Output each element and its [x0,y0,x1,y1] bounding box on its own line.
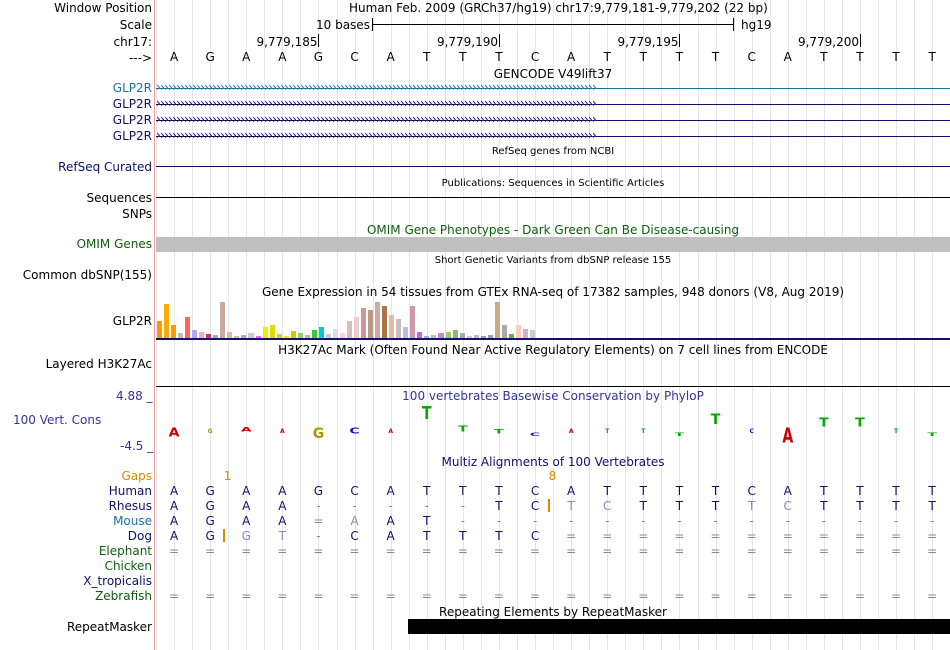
multiz-base: = [674,544,685,558]
multiz-base: A [169,484,179,498]
multiz-base: T [820,499,828,513]
multiz-base: = [385,544,396,558]
multiz-base: T [278,529,287,543]
reference-base: A [242,50,251,64]
gtex-tissue-bar[interactable] [263,327,268,338]
multiz-base: T [423,514,431,528]
gtex-tissue-bar[interactable] [375,302,380,338]
gtex-tissue-bar[interactable] [523,329,528,339]
coordinate-tick-label: 9,779,195 [617,35,679,49]
gencode-strand-arrows: ›››››››››››››››››››››››››››››››››››››››››››››››››››››››››››››››››››››››››››››››››››››››››››››››››››››››››››››› [156,128,596,142]
scale-bar-left-tick [372,18,373,31]
conservation-base-glyph: A [240,426,252,434]
multiz-species-label[interactable]: Chicken [104,559,152,573]
multiz-species-label[interactable]: X_tropicalis [83,574,152,588]
scale-bar-right-tick [733,18,734,31]
multiz-base: - [460,499,466,513]
reference-base: T [675,50,684,64]
multiz-base: - [424,499,429,513]
gtex-tissue-bar[interactable] [164,304,169,338]
reference-base: T [423,50,431,64]
reference-base: A [567,50,576,64]
multiz-base: = [566,529,577,543]
multiz-base: A [386,484,395,498]
multiz-base: = [493,589,504,603]
gtex-tissue-bar[interactable] [502,325,507,338]
multiz-species-label[interactable]: Dog [127,529,152,543]
multiz-base: = [530,589,541,603]
multiz-base: T [459,529,467,543]
conservation-graph[interactable] [156,400,950,452]
conservation-min-label: -4.5 _ [120,439,154,453]
gencode-strand-arrows: ›››››››››››››››››››››››››››››››››››››››››››››››››››››››››››››››››››››››››››››››››››››››››››››››››››››››››››››› [156,112,596,126]
multiz-base: - [605,514,610,528]
multiz-base: = [493,544,504,558]
multiz-base: C [530,484,540,498]
conservation-base-glyph: T [641,428,646,435]
repeatmasker-element[interactable] [408,619,950,634]
gtex-tissue-bar[interactable] [333,329,338,339]
multiz-base: = [927,529,938,543]
multiz-base: G [205,484,215,498]
multiz-base: A [242,499,251,513]
multiz-base: = [710,544,721,558]
multiz-base: T [856,484,864,498]
multiz-base: = [710,529,721,543]
conservation-base-glyph: G [207,428,213,435]
multiz-base: - [568,514,574,528]
multiz-base: = [530,544,541,558]
publications-track-label[interactable]: Sequences [86,191,152,205]
scale-bar [372,24,733,25]
multiz-base: = [457,589,468,603]
multiz-base: - [677,514,682,528]
gencode-transcript-label[interactable]: GLP2R [112,81,152,95]
gencode-strand-arrows: ›››››››››››››››››››››››››››››››››››››››››››››››››››››››››››››››››››››››››››››››››››››››››››››››››››››››››››››› [156,80,596,94]
multiz-base: = [277,544,288,558]
multiz-base: T [459,484,467,498]
multiz-base: = [241,589,252,603]
multiz-base: - [316,499,321,513]
insertion-marker [223,529,225,542]
multiz-base: A [386,514,395,528]
multiz-base: = [818,589,829,603]
reference-base: T [928,50,936,64]
multiz-base: = [674,589,685,603]
gencode-transcript-label[interactable]: GLP2R [112,97,152,111]
multiz-base: = [854,529,865,543]
refseq-track-title: RefSeq genes from NCBI [491,146,615,157]
gtex-tissue-bar[interactable] [157,321,162,338]
multiz-base: T [820,484,828,498]
multiz-base: = [638,589,649,603]
reference-base: T [856,50,864,64]
multiz-base: T [711,484,720,498]
conservation-base-glyph: T [605,428,610,435]
publications-track-title: Publications: Sequences in Scientific Articles [441,178,665,189]
multiz-base: C [747,484,756,498]
multiz-base: T [639,499,648,513]
gtex-tissue-bar[interactable] [516,325,521,338]
multiz-base: = [782,589,793,603]
window-position-label: Window Position [54,1,152,15]
conservation-base-glyph: A [568,428,574,435]
gtex-tissue-bar[interactable] [495,302,500,338]
multiz-base: = [927,544,938,558]
multiz-base: A [169,514,179,528]
multiz-base: T [495,484,503,498]
multiz-base: = [169,544,180,558]
reference-base: T [459,50,467,64]
multiz-species-label[interactable]: Human [108,484,152,498]
multiz-base: - [893,514,899,528]
gtex-expression-chart[interactable] [156,300,536,338]
multiz-base: - [496,514,502,528]
multiz-base: - [929,514,935,528]
multiz-base: T [928,499,936,513]
multiz-species-label[interactable]: Rhesus [108,499,152,513]
conservation-base-glyph: A [388,428,393,435]
reference-base: C [747,50,756,64]
multiz-base: = [349,544,360,558]
strand-label: ---> [128,51,152,65]
conservation-base-glyph: T [458,424,468,434]
multiz-base: C [783,499,792,513]
gtex-tissue-bar[interactable] [354,317,359,338]
multiz-base: T [567,499,575,513]
scale-assembly: hg19 [741,18,772,32]
conservation-base-glyph: A [280,428,285,435]
multiz-base: = [710,589,721,603]
multiz-base: = [313,589,324,603]
coordinate-tick [499,34,500,47]
coordinate-tick [860,34,861,47]
repeatmasker-track-title: Repeating Elements by RepeatMasker [439,605,667,619]
multiz-base: = [891,589,902,603]
multiz-base: C [530,529,540,543]
gtex-tissue-bar[interactable] [361,308,366,338]
multiz-base: G [205,499,215,513]
reference-base: C [350,50,359,64]
multiz-base: = [313,514,324,528]
multiz-base: A [278,499,287,513]
multiz-base: = [602,544,613,558]
multiz-base: = [313,544,324,558]
reference-base: G [205,50,215,64]
multiz-base: T [747,499,756,513]
multiz-base: T [495,529,503,543]
multiz-base: - [749,514,754,528]
gtex-track-title: Gene Expression in 54 tissues from GTEx RNA-seq of 17382 samples, 948 donors (V8, Aug 2019) [261,285,845,299]
multiz-base: = [854,544,865,558]
multiz-base: A [242,514,251,528]
multiz-species-label[interactable]: Zebrafish [95,589,152,603]
multiz-species-label[interactable]: Elephant [98,544,152,558]
gtex-tissue-bar[interactable] [347,321,352,338]
multiz-base: = [746,589,757,603]
multiz-base: G [205,529,215,543]
conservation-max-label: 4.88 _ [116,389,153,403]
multiz-base: T [495,499,503,513]
multiz-base: T [675,499,684,513]
gtex-tissue-bar[interactable] [368,310,373,339]
reference-base: T [820,50,828,64]
gap-marker: 8 [548,469,557,483]
multiz-base: T [711,499,720,513]
gtex-tissue-bar[interactable] [410,306,415,338]
multiz-base: = [927,589,938,603]
multiz-base: T [639,484,648,498]
reference-base: G [313,50,324,64]
multiz-track-title: Multiz Alignments of 100 Vertebrates [441,455,665,469]
reference-base: A [783,50,792,64]
reference-base: T [639,50,648,64]
conservation-base-glyph: T [421,403,432,425]
multiz-base: - [352,499,357,513]
multiz-base: G [313,484,324,498]
multiz-base: - [785,514,790,528]
refseq-track-label[interactable]: RefSeq Curated [58,160,152,174]
multiz-base: = [277,589,288,603]
conservation-base-glyph: T [894,428,899,435]
multiz-base: = [638,529,649,543]
multiz-base: C [530,499,540,513]
multiz-base: A [169,529,179,543]
multiz-base: A [567,484,576,498]
multiz-base: = [457,544,468,558]
multiz-base: A [242,484,251,498]
multiz-base: A [169,499,179,513]
multiz-base: C [603,499,612,513]
reference-base: T [495,50,503,64]
multiz-base: G [241,529,251,543]
coordinate-tick [318,34,319,47]
reference-base: A [386,50,395,64]
multiz-base: = [205,589,216,603]
gtex-track-label[interactable]: GLP2R [112,314,152,328]
snps-label[interactable]: SNPs [122,207,152,221]
multiz-base: = [602,589,613,603]
omim-track-title: OMIM Gene Phenotypes - Dark Green Can Be Disease-causing [366,223,740,237]
reference-base: T [711,50,720,64]
gtex-tissue-bar[interactable] [396,319,401,338]
gtex-tissue-bar[interactable] [319,327,324,338]
multiz-base: = [782,544,793,558]
multiz-base: T [603,484,611,498]
conservation-base-glyph: G [312,426,325,442]
multiz-base: G [205,514,215,528]
coordinate-tick-label: 9,779,190 [436,35,499,49]
conservation-base-glyph: A [782,425,794,449]
multiz-base: - [460,514,466,528]
gtex-tissue-bar[interactable] [453,330,458,338]
reference-base: A [169,50,179,64]
gtex-tissue-bar[interactable] [389,315,394,338]
gtex-tissue-bar[interactable] [291,331,296,338]
gtex-tissue-bar[interactable] [403,327,408,338]
multiz-base: - [641,514,646,528]
multiz-base: = [385,589,396,603]
multiz-base: = [746,529,757,543]
dbsnp-track-title: Short Genetic Variants from dbSNP release 155 [434,255,672,266]
insertion-marker [548,499,550,512]
gtex-tissue-bar[interactable] [171,325,176,338]
gtex-tissue-bar[interactable] [530,330,535,338]
reference-base: A [278,50,287,64]
multiz-base: = [205,544,216,558]
multiz-base: - [821,514,827,528]
gtex-tissue-bar[interactable] [312,330,317,338]
multiz-base: = [566,589,577,603]
conservation-base-glyph: A [168,426,180,440]
conservation-base-glyph: T [494,428,504,436]
conservation-base-glyph: T [855,416,865,430]
gtex-tissue-bar[interactable] [192,330,197,338]
publications-line [156,197,950,198]
multiz-base: A [278,514,287,528]
dbsnp-track-label[interactable]: Common dbSNP(155) [22,268,152,282]
gap-marker: 1 [223,469,232,483]
conservation-track-label[interactable]: 100 Vert. Cons [13,413,102,427]
multiz-base: = [854,589,865,603]
gencode-strand-arrows: ›››››››››››››››››››››››››››››››››››››››››››››››››››››››››››››››››››››››››››››››››››››››››››››››››››››››››››››› [156,96,596,110]
conservation-base-glyph: T [927,432,937,438]
h3k27ac-track-title: H3K27Ac Mark (Often Found Near Active Regulatory Elements) on 7 cell lines from ENCODE [278,343,828,357]
multiz-base: C [350,484,359,498]
chrom-label: chr17: [113,35,152,49]
multiz-base: A [386,529,395,543]
gencode-track-title: GENCODE V49lift37 [493,67,613,81]
multiz-base: = [421,544,432,558]
conservation-track-title: 100 vertebrates Basewise Conservation by PhyloP [402,389,704,403]
scale-text: 10 bases [316,18,370,32]
multiz-base: - [388,499,393,513]
multiz-base: A [350,514,359,528]
multiz-base: = [638,544,649,558]
multiz-base: = [349,589,360,603]
multiz-base: A [783,484,792,498]
multiz-base: = [566,544,577,558]
conservation-base-glyph: T [710,412,721,428]
multiz-base: = [891,529,902,543]
gtex-tissue-bar[interactable] [382,306,387,338]
multiz-base: T [675,484,684,498]
multiz-base: - [316,529,321,543]
track-left-border [154,0,155,650]
gtex-gene-line [156,338,950,340]
gtex-tissue-bar[interactable] [270,325,275,338]
multiz-base: = [746,544,757,558]
omim-gene-bar[interactable] [156,237,950,252]
gtex-tissue-bar[interactable] [220,302,225,338]
multiz-base: = [818,529,829,543]
conservation-base-glyph: T [674,432,685,438]
multiz-base: = [891,544,902,558]
multiz-base: T [928,484,936,498]
window-position-text: Human Feb. 2009 (GRCh37/hg19) chr17:9,779,181-9,779,202 (22 bp) [349,1,768,15]
multiz-base: C [350,529,359,543]
scale-label: Scale [119,18,152,32]
multiz-base: = [818,544,829,558]
omim-track-label[interactable]: OMIM Genes [76,237,152,251]
multiz-base: - [713,514,718,528]
multiz-species-label[interactable]: Mouse [113,514,152,528]
reference-base: T [892,50,900,64]
multiz-base: = [421,589,432,603]
multiz-base: T [856,499,864,513]
refseq-line [156,166,950,167]
conservation-base-glyph: C [749,428,754,435]
gtex-tissue-bar[interactable] [185,317,190,338]
coordinate-tick-label: 9,779,185 [256,35,318,49]
multiz-base: - [857,514,863,528]
multiz-base: T [892,499,900,513]
h3k27ac-track-label[interactable]: Layered H3K27Ac [45,357,152,371]
reference-base: C [530,50,540,64]
coordinate-tick [679,34,680,47]
h3k27ac-baseline [156,386,950,387]
conservation-base-glyph: T [819,416,829,430]
gaps-label: Gaps [121,469,152,483]
conservation-base-glyph: C [349,426,360,436]
conservation-base-glyph: C [529,432,541,438]
multiz-base: T [892,484,900,498]
coordinate-tick-label: 9,779,200 [797,35,860,49]
multiz-base: - [532,514,538,528]
gencode-transcript-label[interactable]: GLP2R [112,113,152,127]
repeatmasker-track-label[interactable]: RepeatMasker [66,620,152,634]
multiz-base: = [674,529,685,543]
multiz-base: = [241,544,252,558]
reference-base: T [603,50,611,64]
gencode-transcript-label[interactable]: GLP2R [112,129,152,143]
multiz-base: A [278,484,287,498]
multiz-base: = [602,529,613,543]
multiz-base: = [782,529,793,543]
multiz-base: T [423,529,431,543]
multiz-base: T [423,484,431,498]
multiz-base: = [169,589,180,603]
